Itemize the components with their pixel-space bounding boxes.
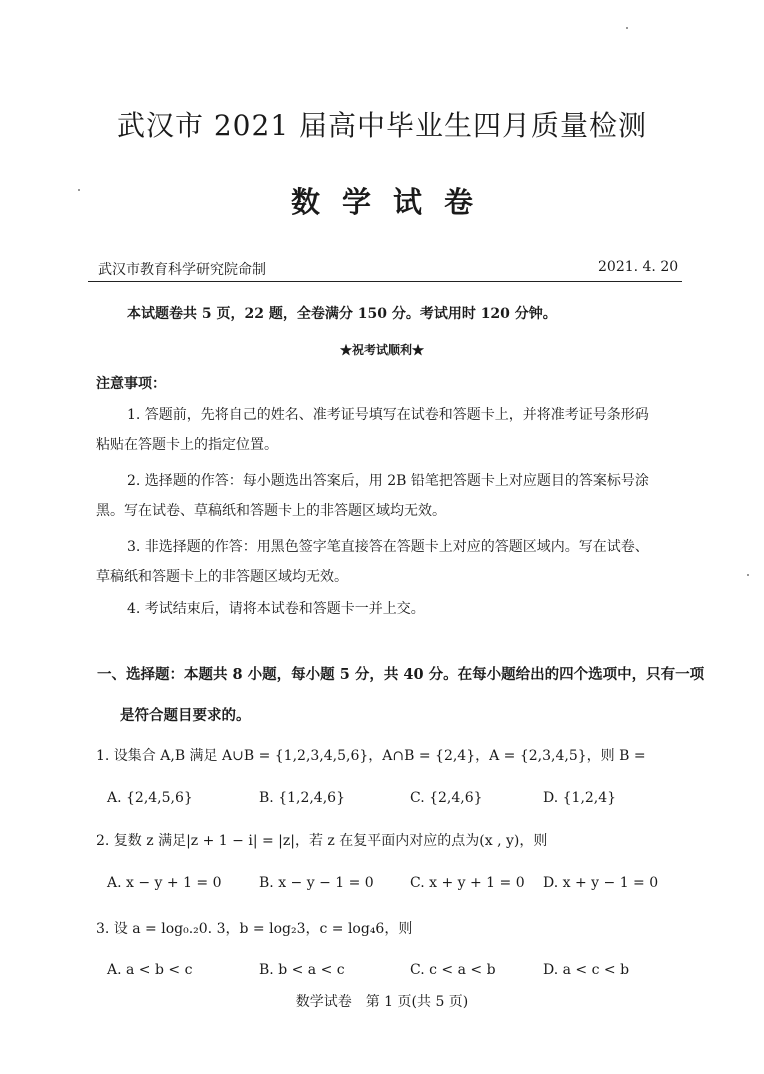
note-4: 4. 考试结束后，请将本试卷和答题卡一并上交。: [127, 601, 425, 617]
notes-heading: 注意事项：: [96, 376, 166, 392]
scan-speck: [78, 189, 80, 191]
good-luck-banner: ★祝考试顺利★: [339, 343, 424, 357]
scan-speck: [626, 27, 628, 29]
question-3-option-a: A. a < b < c: [107, 962, 193, 978]
exam-title: 武汉市 2021 届高中毕业生四月质量检测: [116, 109, 648, 142]
issuing-organization: 武汉市教育科学研究院命制: [98, 262, 266, 278]
question-3-stem: 3. 设 a = log₀.₂0. 3，b = log₂3，c = log₄6，则: [96, 921, 413, 937]
exam-date: 2021. 4. 20: [598, 259, 679, 275]
section-heading-line-2: 是符合题目要求的。: [120, 707, 251, 724]
question-3-option-c: C. c < a < b: [410, 962, 496, 978]
exam-subtitle: 数学试卷: [290, 185, 495, 219]
note-2-line-1: 2. 选择题的作答：每小题选出答案后，用 2B 铅笔把答题卡上对应题目的答案标号涂: [127, 473, 649, 489]
question-2-option-c: C. x + y + 1 = 0: [410, 875, 525, 891]
scan-speck: [747, 574, 749, 576]
exam-overview: 本试题卷共 5 页，22 题，全卷满分 150 分。考试用时 120 分钟。: [127, 306, 557, 322]
note-3-line-1: 3. 非选择题的作答：用黑色签字笔直接答在答题卡上对应的答题区域内。写在试卷、: [127, 539, 649, 555]
question-1-stem: 1. 设集合 A,B 满足 A∪B = {1,2,3,4,5,6}，A∩B = {2,4}，A = {2,3,4,5}，则 B =: [96, 748, 646, 764]
question-2-option-b: B. x − y − 1 = 0: [259, 875, 374, 891]
question-2-option-d: D. x + y − 1 = 0: [543, 875, 659, 891]
question-1-option-b: B. {1,2,4,6}: [259, 790, 345, 806]
question-1-option-c: C. {2,4,6}: [410, 790, 483, 806]
note-1-line-1: 1. 答题前，先将自己的姓名、准考证号填写在试卷和答题卡上，并将准考证号条形码: [127, 407, 649, 423]
note-2-line-2: 黑。写在试卷、草稿纸和答题卡上的非答题区域均无效。: [96, 503, 446, 519]
note-1-line-2: 粘贴在答题卡上的指定位置。: [96, 437, 278, 453]
question-1-option-d: D. {1,2,4}: [543, 790, 617, 806]
page-footer: 数学试卷 第 1 页(共 5 页): [295, 994, 469, 1010]
question-1-option-a: A. {2,4,5,6}: [107, 790, 193, 806]
question-2-option-a: A. x − y + 1 = 0: [107, 875, 222, 891]
note-3-line-2: 草稿纸和答题卡上的非答题区域均无效。: [96, 569, 348, 585]
question-3-option-d: D. a < c < b: [543, 962, 630, 978]
question-3-option-b: B. b < a < c: [259, 962, 345, 978]
header-divider: [88, 281, 682, 282]
section-heading-line-1: 一、选择题：本题共 8 小题，每小题 5 分，共 40 分。在每小题给出的四个选项中，只有一项: [97, 666, 705, 683]
question-2-stem: 2. 复数 z 满足|z + 1 − i| = |z|，若 z 在复平面内对应的点为(x , y)，则: [96, 833, 548, 849]
